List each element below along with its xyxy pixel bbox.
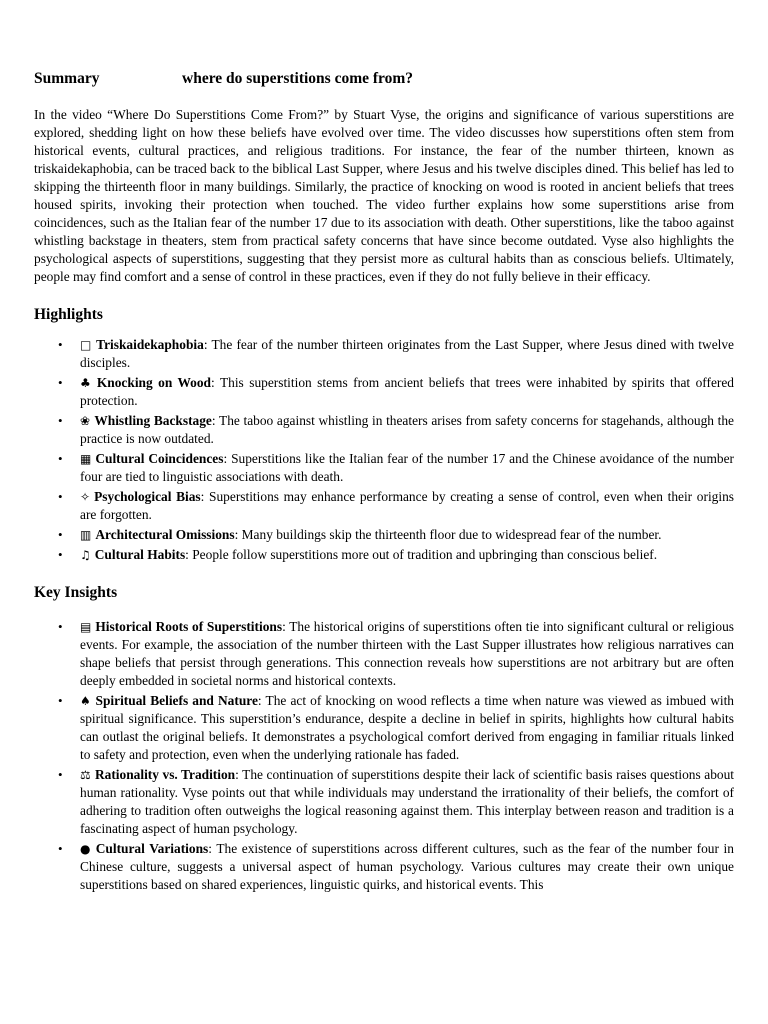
insight-text: : The continuation of superstitions despite their lack of scientific basis raises questions about human rationality. Vyse points out that while individuals may understand the irrationality of their beliefs, the comfort of adhering to tradition often outweighs the logical reasoning against them. This interplay between reason and tradition is a fascinating aspect of human psychology. [80,767,734,836]
placeholder-box-icon: □ [80,338,93,352]
highlights-heading: Highlights [34,306,103,323]
title-text: where do superstitions come from? [182,70,414,87]
building-icon: ▥ [80,528,92,542]
highlight-text: : This superstition stems from ancient beliefs that trees were inhabited by spirits that offered protection. [80,375,734,408]
insight-item [34,766,734,838]
bullet-icon: • [58,489,63,504]
bullet-icon: • [58,527,63,542]
summary-paragraph: In the video “Where Do Superstitions Come From?” by Stuart Vyse, the origins and significance of various superstitions are explored, shedding light on how these beliefs have evolved over time. The video discusses how superstitions often stem from historical events, cultural practices, and religious traditions. For instance, the fear of the number thirteen, known as triskaidekaphobia, can be traced back to the biblical Last Supper, where Jesus and his twelve disciples dined. This belief has led to skipping the thirteenth floor in many buildings. Similarly, the practice of knocking on wood is rooted in ancient beliefs that trees housed spirits, invoking their protection when touched. The video further explains how some superstitions arise from coincidences, such as the Italian fear of the number 17 due to its association with death. Other superstitions, like the taboo against whistling backstage in theaters, stem from practical safety concerns that have since become outdated. Vyse also highlights the psychological aspects of superstitions, suggesting that they persist more as cultural habits than as conscious beliefs. Ultimately, people may find comfort and a sense of control in these practices, even if they do not fully believe in their efficacy. [34,107,734,284]
headphones-icon: ♫ [80,548,91,562]
insight-term: Rationality vs. Tradition [94,767,236,782]
bullet-icon: • [58,337,63,352]
highlight-item [34,546,734,564]
highlight-term: Whistling Backstage [94,413,212,428]
insight-text: : The existence of superstitions across different cultures, such as the fear of the number four in Chinese culture, suggests a universal aspect of human psychology. Various cultures may create their own unique superstitions based on shared experiences, linguistic quirks, and historical events. This [80,841,734,892]
highlight-item [34,374,734,410]
scroll-icon: ▤ [80,620,92,634]
bullet-icon: • [58,619,63,634]
highlight-term: Cultural Coincidences [95,451,224,466]
highlight-item [34,488,734,524]
key-insights-heading: Key Insights [34,584,118,601]
insight-text: : The act of knocking on wood reflects a time when nature was viewed as imbued with spiritual significance. This superstition’s endurance, despite a decline in belief in spirits, highlights how cultural habits can outlast the original beliefs. It demonstrates a psychological comfort derived from engaging in familiar rituals linked to safety and protection, even when the underlying rationale has faded. [80,693,734,762]
title-label: Summary [34,70,100,87]
highlight-text: : Many buildings skip the thirteenth floor due to widespread fear of the number. [234,527,662,542]
highlight-term: Architectural Omissions [95,527,235,542]
document-title [34,68,734,90]
highlight-text: : Superstitions like the Italian fear of the number 17 and the Chinese avoidance of the number four are tied to linguistic associations with death. [80,451,734,484]
highlight-text: : The fear of the number thirteen originates from the Last Supper, where Jesus dined with twelve disciples. [80,337,734,370]
scales-icon: ⚖ [80,768,91,782]
highlight-term: Knocking on Wood [96,375,212,390]
tree-icon: ♣ [80,376,93,390]
language-icon: ▦ [80,452,92,466]
globe-icon: ● [80,842,92,856]
highlight-text: : Superstitions may enhance performance by creating a sense of control, even when their origins are forgotten. [80,489,734,522]
insight-term: Spiritual Beliefs and Nature [95,693,258,708]
bullet-icon: • [58,547,63,562]
highlight-term: Cultural Habits [94,547,186,562]
bullet-icon: • [58,767,63,782]
bullet-icon: • [58,841,63,856]
highlight-term: Psychological Bias [94,489,201,504]
highlight-text: : The taboo against whistling in theaters arises from safety concerns for stagehands, although the practice is now outdated. [80,413,734,446]
highlight-item [34,526,734,544]
bullet-icon: • [58,413,63,428]
evergreen-tree-icon: ♠ [80,694,92,708]
highlight-item [34,450,734,486]
highlight-item [34,412,734,448]
highlights-list [34,336,734,564]
theater-masks-icon: ❀ [80,414,91,428]
insight-term: Cultural Variations [95,841,209,856]
highlight-text: : People follow superstitions more out of tradition and upbringing than conscious belief. [185,547,658,562]
insight-item [34,692,734,764]
key-insights-list [34,618,734,894]
bullet-icon: • [58,451,63,466]
brain-icon: ✧ [80,490,91,504]
bullet-icon: • [58,375,63,390]
insight-item [34,840,734,894]
bullet-icon: • [58,693,63,708]
insight-item [34,618,734,690]
highlight-item [34,336,734,372]
insight-term: Historical Roots of Superstitions [95,619,283,634]
insight-text: : The historical origins of superstitions often tie into significant cultural or religious events. For example, the association of the number thirteen with the Last Supper illustrates how religious narratives can shape beliefs that persist through generations. This connection reveals how superstitions are not arbitrary but are often deeply embedded in societal norms and historical contexts. [80,619,735,688]
highlight-term: Triskaidekaphobia [96,337,204,352]
